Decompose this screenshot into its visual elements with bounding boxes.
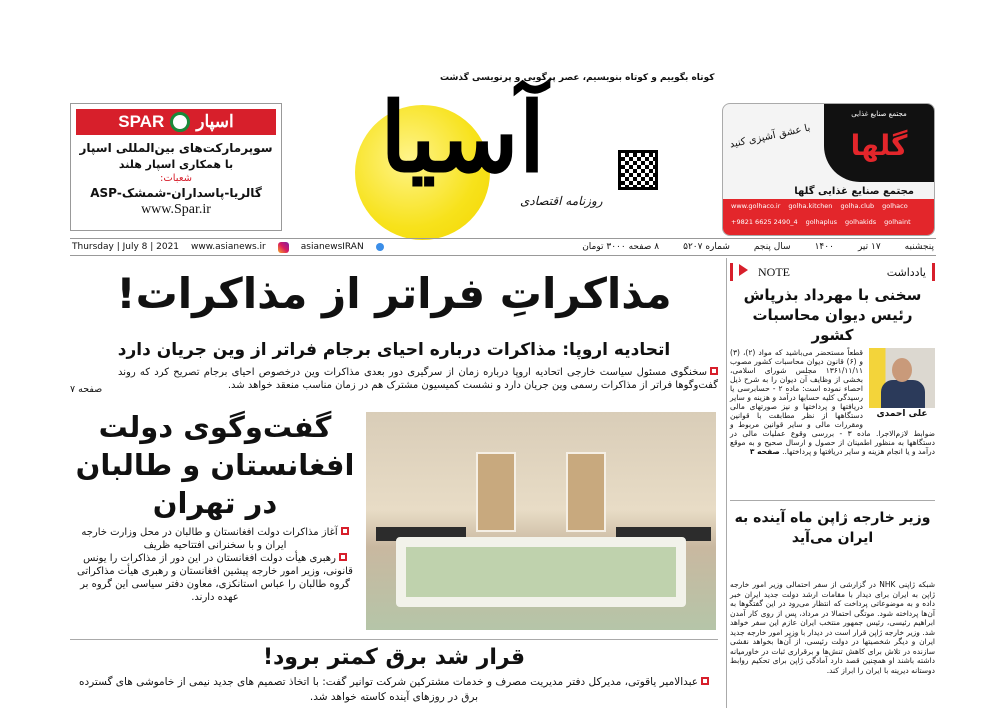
author-name: علی احمدی [876, 409, 928, 419]
instagram-handle[interactable]: asianewsIRAN [300, 242, 364, 252]
japan-headline[interactable]: وزیر خارجه ژاپن ماه آینده به ایران می‌آید [734, 510, 931, 546]
photo-conference-table [396, 537, 686, 607]
year: ۱۴۰۰ [814, 242, 834, 252]
website-link[interactable]: www.asianews.ir [191, 242, 266, 252]
negotiation-meeting-photo [366, 412, 716, 630]
golha-slogan: با عشق آشپزی کنید [728, 122, 812, 151]
note-body [730, 348, 935, 456]
issue-number: شماره ۵۲۰۷ [683, 242, 730, 252]
instagram-icon [278, 242, 289, 253]
volume: سال پنجم [753, 242, 791, 252]
golha-advertisement[interactable] [722, 103, 935, 236]
note-page-reference[interactable]: صفحه ۳ [749, 447, 780, 456]
spar-brand-fa: اسپار [196, 112, 234, 131]
main-lede-text: سخنگوی مسئول سیاست خارجی اتحادیه اروپا درباره زمان از سرگیری دور بعدی مذاکرات وین درخصوص احیای برجام تصریح کرد که روند گفت‌وگوها فراتر از مذاکرات رسمی وین جریان دارد و نشست کمیسیون مشترک هم در زمان مناسب منعقد خواهد شد. [118, 367, 718, 391]
golha-link[interactable]: golhaint [884, 217, 911, 226]
golha-link[interactable]: golha.kitchen [788, 202, 833, 210]
afghan-bullet: رهبری هیأت دولت افغانستان در این دور از مذاکرات را یونس قانونی، وزیر امور خارجه پیشین افغانستان و رهبری هیأت مذاکراتی گروه طالبان را عباس استانکزی، معاون دفتر سیاسی این گروه بر عهده دارند. [77, 553, 353, 603]
bullet-icon [710, 367, 718, 375]
bullet-icon [701, 677, 709, 685]
electricity-body [70, 675, 718, 705]
spar-line2: با همکاری اسپار هلند [118, 158, 234, 171]
masthead-subtitle: روزنامه اقتصادی [520, 194, 603, 208]
spar-line1: سوپرمارکت‌های بین‌المللی اسپار [79, 141, 273, 155]
main-page-reference[interactable]: صفحه ۷ [70, 384, 103, 395]
photo-window [566, 452, 606, 532]
golha-small-text: مجتمع صنایع غذایی [851, 110, 907, 118]
afghan-bullet: آغاز مذاکرات دولت افغانستان و طالبان در محل وزارت خارجه ایران و با سخنرانی افتتاحیه ظریف [81, 527, 338, 551]
divider [70, 639, 718, 640]
spar-banner [76, 109, 276, 135]
golha-brand: گلها [850, 129, 908, 162]
golha-link[interactable]: golhaplus [805, 217, 838, 226]
golha-phone: +9821 6625 2490_4 [731, 217, 798, 226]
note-body-text: قطعاً مستحضر می‌باشید که مواد (۲)، (۳) و (۶) قانون دیوان محاسبات کشور مصوب ۱۳۶۱/۱۱/۱۱ مجلس شورای اسلامی، بخشی از وظایف آن دیوان را به شرح ذیل احصاء نموده است: ماده ۲ - حسابرسی یا رسیدگی کلیه حسابها درآمد و هزینه و سایر دریافتها و پرداختها و نیز صورتهای مالی دستگاهها از نظر مطابقت با قوانین ومقررات مالی و سایر قوانین مربوط و ضوابط لازم‌الاجرا. ماده ۳ - بررسی وقوع عملیات مالی در دستگاهها به منظور اطمینان از حصول و ارسال صحیح و به موقع درآمد و یا انجام هزینه و سایر دریافتها و پرداختها.. [730, 348, 935, 456]
electricity-headline[interactable]: قرار شد برق کمتر برود! [262, 645, 526, 670]
pages-price: ۸ صفحه ۳۰۰۰ تومان [582, 242, 660, 252]
spar-branches-label: شعبات: [159, 173, 193, 184]
author-photo [869, 348, 935, 408]
column-divider [726, 258, 727, 708]
spar-brand-en: SPAR [118, 112, 165, 131]
note-label-fa: یادداشت [886, 265, 926, 279]
spar-url[interactable]: www.Spar.ir [141, 202, 211, 217]
note-header [730, 263, 935, 281]
afghan-headline[interactable]: گفت‌وگوی دولت افغانستان و طالبان در تهران [75, 410, 355, 520]
masthead-logo: آسیا [380, 81, 546, 194]
masthead-tagline: کوتاه بگوییم و کوتاه بنویسیم، عصر پرگویی و پرنویسی گذشت [440, 73, 715, 83]
spar-advertisement[interactable] [70, 103, 282, 231]
golha-contact-links [723, 199, 934, 235]
divider [730, 500, 935, 501]
date-english: Thursday | July 8 | 2021 [72, 242, 180, 252]
note-headline[interactable]: سخنی با مهرداد بذرپاش رئیس دیوان محاسبات کشور [743, 286, 922, 344]
golha-logo-panel [824, 104, 934, 182]
electricity-body-text: عبدالامیر یاقوتی، مدیرکل دفتر مدیریت مصرف و خدمات مشترکین شرکت توانیر گفت: با اتخاذ تصمیم های جدید نیمی از خاموشی های گسترده برق در روزهای آینده کاسته خواهد شد. [78, 676, 699, 703]
spar-branches: گالریا-پاسداران-شمشک-ASP [90, 186, 262, 200]
main-headline[interactable]: مذاکراتِ فراتر از مذاکرات! [116, 269, 672, 318]
golha-link[interactable]: www.golhaco.ir [731, 202, 781, 210]
play-triangle-icon [739, 264, 748, 276]
bullet-icon [341, 527, 349, 535]
japan-body: شبکه ژاپنی NHK در گزارشی از سفر احتمالی وزیر امور خارجه ژاپن به ایران برای دیدار با مقامات ارشد دولت جدید ایران خبر داده و به موضوعاتی پرداخت که انتظار می‌رود در این گفتگوها به آن‌ها پرداخته شود. موتگی احتمالا در مرداد، پس از روی کار آمدن ابراهیم رئیسی، رئیس جمهور منتخب ایران عازم این سفر خواهد شد. وزیر خارجه ژاپن قرار است در دیدار با وزیر امور خارجه جدید ایران و دیگر شخصیتها در دولت رئیسی، از آن‌ها بخواهد نقشی سازنده در تلاش برای کاهش تنش‌ها و برقراری ثبات در خاورمیانه داشته باشند او همچنین قصد دارد آمادگی ژاپن برای تحکیم روابط دوستانه دیرینه با ایران را ابراز کند. [730, 580, 935, 675]
main-subheadline: اتحادیه اروپا: مذاکرات درباره احیای برجام فراتر از وین جریان دارد [117, 340, 671, 360]
main-lede [118, 366, 718, 392]
photo-window [476, 452, 516, 532]
date-persian: ۱۷ تیر [857, 242, 881, 252]
golha-link[interactable]: golhaco [882, 202, 908, 210]
golha-group-name: مجتمع صنایع غذایی گلها [794, 186, 914, 197]
afghan-body [70, 526, 360, 604]
note-label-en: NOTE [758, 265, 790, 279]
weekday: پنجشنبه [904, 242, 934, 252]
author-box [867, 348, 935, 420]
golha-link[interactable]: golha.club [840, 202, 875, 210]
qr-code-icon[interactable] [618, 150, 658, 190]
bullet-icon [339, 553, 347, 561]
spar-tree-logo-icon [170, 112, 190, 132]
golha-link[interactable]: golhakids [845, 217, 877, 226]
verified-icon [376, 243, 384, 251]
issue-info-bar [70, 238, 936, 256]
